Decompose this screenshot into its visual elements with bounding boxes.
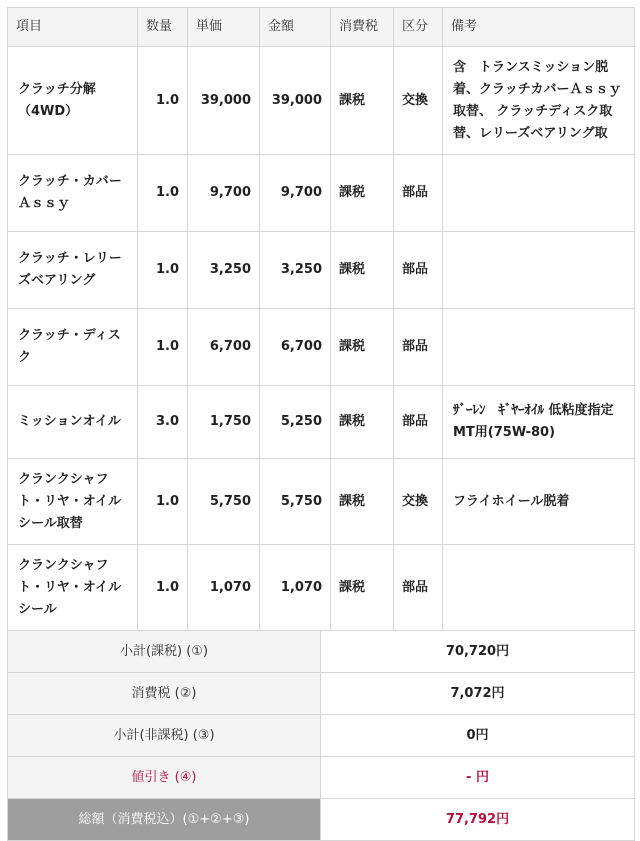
- item-category: 部品: [394, 545, 443, 631]
- item-amount: 9,700: [260, 155, 331, 232]
- table-row: [8, 309, 635, 386]
- item-qty: 1.0: [138, 155, 188, 232]
- table-row: [8, 386, 635, 459]
- summary-table: [7, 630, 635, 841]
- item-notes: フライホイール脱着: [443, 459, 635, 545]
- item-amount: 6,700: [260, 309, 331, 386]
- total-value: 77,792円: [321, 799, 635, 841]
- item-unit-price: 1,070: [188, 545, 260, 631]
- header-unit-price: 単価: [188, 8, 260, 47]
- item-amount: 5,750: [260, 459, 331, 545]
- table-row: [8, 459, 635, 545]
- item-notes: [443, 232, 635, 309]
- item-tax: 課税: [331, 459, 394, 545]
- item-name: クラッチ・レリーズベアリング: [8, 232, 138, 309]
- item-amount: 3,250: [260, 232, 331, 309]
- item-qty: 1.0: [138, 309, 188, 386]
- item-name: クラッチ・ディスク: [8, 309, 138, 386]
- table-row: [8, 545, 635, 631]
- item-notes: [443, 545, 635, 631]
- item-name: クラッチ・カバーＡｓｓｙ: [8, 155, 138, 232]
- summary-row-subtotal-nontaxable: [8, 715, 635, 757]
- subtotal-taxable-label: 小計(課税) (①): [8, 631, 321, 673]
- item-amount: 5,250: [260, 386, 331, 459]
- item-unit-price: 3,250: [188, 232, 260, 309]
- discount-label: 値引き (④): [8, 757, 321, 799]
- summary-row-total: [8, 799, 635, 841]
- item-name: クランクシャフト・リヤ・オイルシール取替: [8, 459, 138, 545]
- item-tax: 課税: [331, 47, 394, 155]
- item-unit-price: 5,750: [188, 459, 260, 545]
- header-item: 項目: [8, 8, 138, 47]
- item-category: 部品: [394, 386, 443, 459]
- header-qty: 数量: [138, 8, 188, 47]
- summary-row-subtotal-taxable: [8, 631, 635, 673]
- table-row: [8, 232, 635, 309]
- item-tax: 課税: [331, 386, 394, 459]
- header-category: 区分: [394, 8, 443, 47]
- consumption-tax-label: 消費税 (②): [8, 673, 321, 715]
- item-qty: 1.0: [138, 459, 188, 545]
- item-unit-price: 6,700: [188, 309, 260, 386]
- item-qty: 1.0: [138, 232, 188, 309]
- item-category: 交換: [394, 459, 443, 545]
- item-notes: [443, 309, 635, 386]
- subtotal-taxable-value: 70,720円: [321, 631, 635, 673]
- item-notes: ｻﾞｰﾚﾝ ｷﾞﾔｰｵｲﾙ 低粘度指定MT用(75W-80): [443, 386, 635, 459]
- item-amount: 39,000: [260, 47, 331, 155]
- table-row: [8, 155, 635, 232]
- summary-row-consumption-tax: [8, 673, 635, 715]
- item-category: 部品: [394, 309, 443, 386]
- header-notes: 備考: [443, 8, 635, 47]
- header-amount: 金額: [260, 8, 331, 47]
- item-tax: 課税: [331, 545, 394, 631]
- item-unit-price: 9,700: [188, 155, 260, 232]
- header-tax: 消費税: [331, 8, 394, 47]
- estimate-table: [7, 7, 635, 631]
- subtotal-nontaxable-value: 0円: [321, 715, 635, 757]
- item-name: クラッチ分解（4WD）: [8, 47, 138, 155]
- item-qty: 1.0: [138, 545, 188, 631]
- item-unit-price: 39,000: [188, 47, 260, 155]
- item-tax: 課税: [331, 309, 394, 386]
- item-category: 部品: [394, 232, 443, 309]
- item-unit-price: 1,750: [188, 386, 260, 459]
- item-category: 交換: [394, 47, 443, 155]
- item-amount: 1,070: [260, 545, 331, 631]
- item-qty: 1.0: [138, 47, 188, 155]
- header-row: [8, 8, 635, 47]
- consumption-tax-value: 7,072円: [321, 673, 635, 715]
- item-name: ミッションオイル: [8, 386, 138, 459]
- item-qty: 3.0: [138, 386, 188, 459]
- item-notes: [443, 155, 635, 232]
- item-notes: 含 トランスミッション脱着、クラッチカバーＡｓｓｙ取替、 クラッチディスク取替、レリーズベアリング取: [443, 47, 635, 155]
- item-name: クランクシャフト・リヤ・オイルシール: [8, 545, 138, 631]
- table-row: [8, 47, 635, 155]
- subtotal-nontaxable-label: 小計(非課税) (③): [8, 715, 321, 757]
- estimate-table-container: [7, 7, 634, 841]
- discount-value: - 円: [321, 757, 635, 799]
- item-category: 部品: [394, 155, 443, 232]
- item-tax: 課税: [331, 155, 394, 232]
- total-label: 総額（消費税込）(①+②+③): [8, 799, 321, 841]
- item-tax: 課税: [331, 232, 394, 309]
- summary-row-discount: [8, 757, 635, 799]
